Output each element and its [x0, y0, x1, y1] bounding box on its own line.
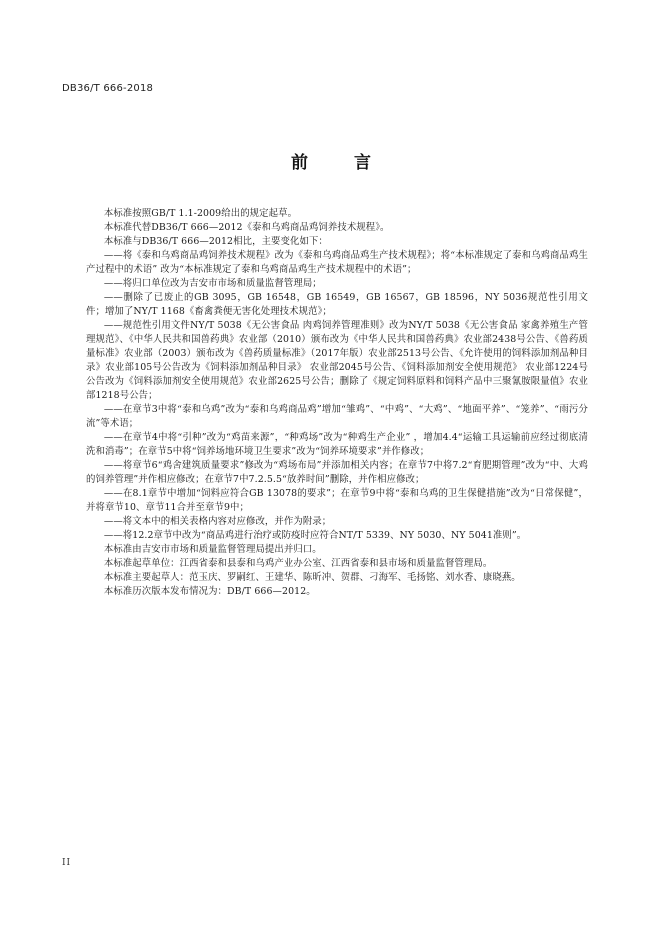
change-item-chapter-6-7: ——将章节6“鸡舍建筑质量要求”修改为“鸡场布局”并添加相关内容；在章节7中将7.2“育肥期管理”改为“中、大鸡的饲养管理”并作相应修改；在章节7中7.2.5.5“放养时间”删除，并作相应修改； — [86, 460, 588, 485]
paragraph-drafters: 本标准主要起草人：范玉庆、罗嗣红、王建华、陈昕冲、贺群、刁海军、毛扬铭、刘水香、康晓燕。 — [103, 572, 521, 583]
paragraph-drafting-rule: 本标准按照GB/T 1.1-2009给出的规定起草。 — [103, 208, 298, 219]
change-item-normative-refs: ——规范性引用文件NY/T 5038《无公害食品 肉鸡饲养管理准则》改为NY/T 5038《无公害食品 家禽养殖生产管理规范》、《中华人民共和国兽药典》农业部（2010）颁布改为《中华人民共和国兽药典》农业部2438号公告、《兽药质量标准》农业部（2003）颁布改为《兽药质量标准》（2017年版）农业部2513号公告、《允许使用的饲料添加剂品种目录》农业部105号公告改为《饲料添加剂品种目录》 农业部2045号公告、《饲料添加剂安全使用规范》 农业部1224号公告改为《饲料添加剂安全使用规范》农业部2625号公告；删除了《规定饲料原料和饲料产品中三聚氰胺限量值》农业部1218号公告； — [86, 320, 588, 401]
paragraph-proposer: 本标准由吉安市市场和质量监督管理局提出并归口。 — [103, 544, 322, 555]
standard-code-header: DB36/T 666-2018 — [62, 83, 154, 94]
change-item-title: ——将《泰和乌鸡商品鸡饲养技术规程》改为《泰和乌鸡商品鸡生产技术规程》；将“本标准规定了泰和乌鸡商品鸡生产过程中的术语” 改为“本标准规定了泰和乌鸡商品鸡生产技术规程中的术语”； — [86, 250, 588, 275]
change-item-deleted-refs: ——删除了已废止的GB 3095，GB 16548，GB 16549，GB 16567，GB 18596，NY 5036规范性引用文件；增加了NY/T 1168《畜禽粪便无害化处理技术规范》； — [86, 292, 588, 317]
change-item-authority: ——将归口单位改为吉安市市场和质量监督管理局； — [103, 278, 322, 289]
paragraph-replaces: 本标准代替DB36/T 666—2012《泰和乌鸡商品鸡饲养技术规程》。 — [103, 222, 390, 233]
change-item-chapter-3: ——在章节3中将“泰和乌鸡”改为“泰和乌鸡商品鸡”增加“雏鸡”、“中鸡”、“大鸡”、“地面平养”、“笼养”、“雨污分流”等术语； — [86, 404, 588, 429]
paragraph-changes-intro: 本标准与DB36/T 666—2012相比，主要变化如下： — [103, 236, 328, 247]
page-title: 前 言 — [291, 153, 391, 173]
change-item-tables: ——将文本中的相关表格内容对应修改，并作为附录； — [103, 516, 332, 527]
page-number: II — [62, 858, 72, 868]
change-item-chapter-8-9: ——在8.1章节中增加“饲料应符合GB 13078的要求”；在章节9中将“泰和乌鸡的卫生保健措施”改为“日常保健”，并将章节10、章节11合并至章节9中； — [86, 488, 588, 513]
change-item-chapter-4-5: ——在章节4中将“引种”改为“鸡苗来源”，“种鸡场”改为“种鸡生产企业” ，增加4.4“运输工具运输前应经过彻底清洗和消毒”；在章节5中将“饲养场地环境卫生要求”改为“饲养环境要求”并作修改； — [86, 432, 588, 457]
foreword-body — [86, 207, 588, 599]
change-item-chapter-12: ——将12.2章节中改为“商品鸡进行治疗或防疫时应符合NT/T 5339、NY 5030、NY 5041准则”。 — [103, 530, 527, 541]
paragraph-history: 本标准历次版本发布情况为：DB/T 666—2012。 — [103, 586, 316, 597]
paragraph-drafting-units: 本标准起草单位：江西省泰和县泰和乌鸡产业办公室、江西省泰和县市场和质量监督管理局。 — [103, 558, 493, 569]
